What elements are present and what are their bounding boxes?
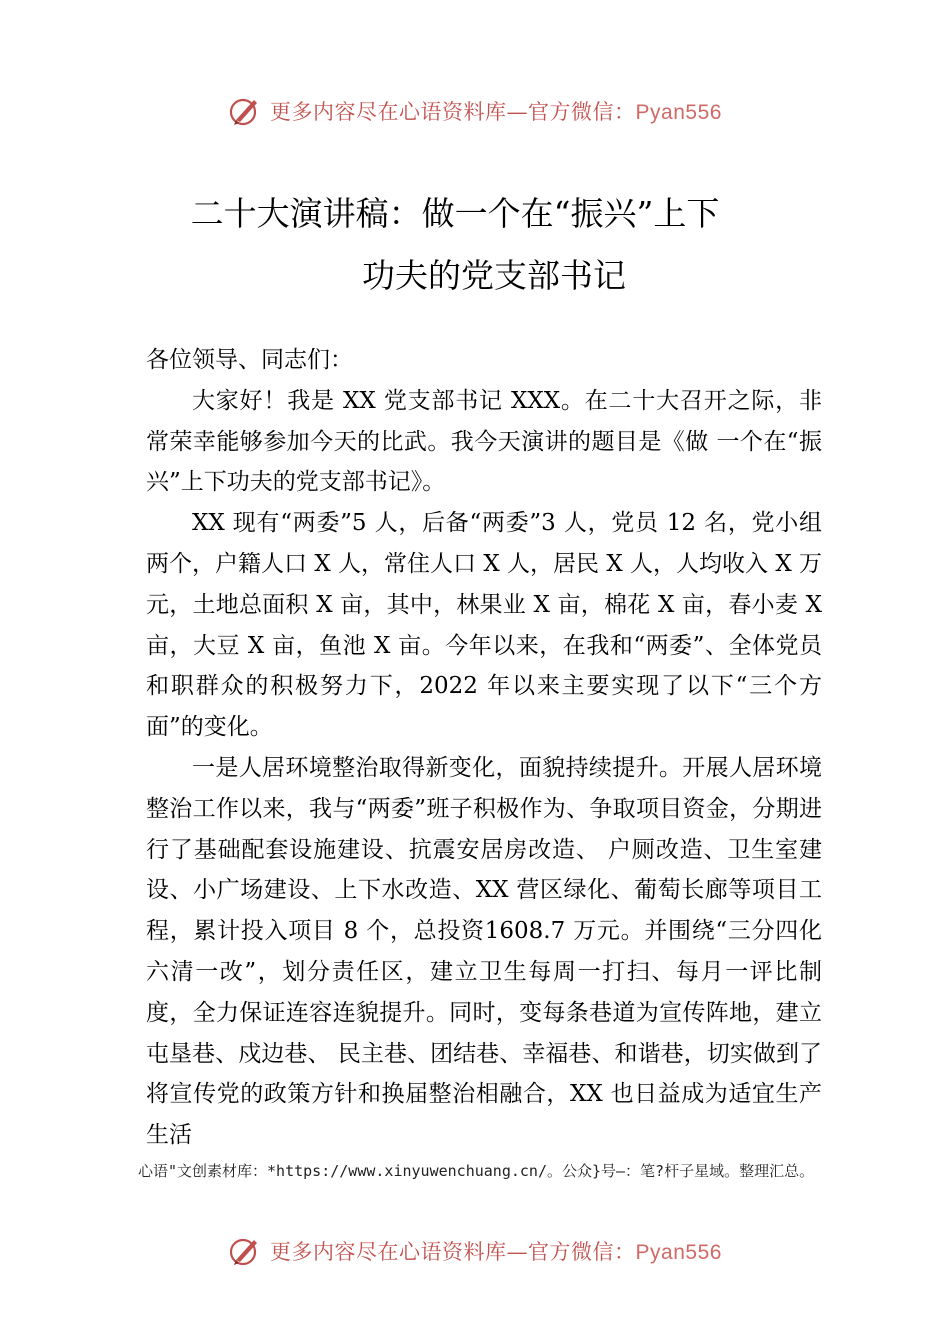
salutation: 各位领导、同志们： [146, 347, 353, 373]
document-title-line-2: 功夫的党支部书记 [362, 256, 626, 295]
paragraph: XX 现有“两委”5 人，后备“两委”3 人，党员 12 名，党小组两个，户籍人口 X 人，常住人口 X 人，居民 X 人，人均收入 X 万元，土地总面积 X 亩，其中，林果业 X 亩，棉花 X 亩，春小麦 X 亩，大豆 X 亩，鱼池 X 亩。今年以来，在我和“两委”、全体党员和职群众的积极努力下，2022 年以来主要实现了以下“三个方面”的变化。 [146, 510, 822, 741]
banner-text: 更多内容尽在心语资料库—官方微信：Pyan556 [270, 100, 722, 124]
wechat-id: Pyan556 [635, 101, 722, 124]
paragraph: 一是人居环境整治取得新变化，面貌持续提升。开展人居环境整治工作以来，我与“两委”班子积极作为、争取项目资金，分期进行了基础配套设施建设、抗震安居房改造、 户厕改造、卫生室建设、小广场建设、上下水改造、XX 营区绿化、葡萄长廊等项目工程，累计投入项目 8 个，总投资1608.7 万元。并围绕“三分四化六清一改”，划分责任区，建立卫生每周一打扫、每月一评比制度，全力保证连容连貌提升。同时，变每条巷道为宣传阵地，建立屯垦巷、戍边巷、 民主巷、团结巷、幸福巷、和谐巷，切实做到了将宣传党的政策方针和换届整治相融合，XX 也日益成为适宜生产生活 [146, 754, 822, 1149]
source-footnote: 心语"文创素材库：*https://www.xinyuwenchuang.cn/。公众}号—：笔?杆子星域。整理汇总。 [138, 1162, 815, 1180]
banner-text: 更多内容尽在心语资料库—官方微信：Pyan556 [270, 1240, 722, 1264]
footer-banner [0, 1234, 950, 1268]
quill-logo-icon [228, 94, 262, 128]
paragraph: 大家好！我是 XX 党支部书记 XXX。在二十大召开之际，非常荣幸能够参加今天的比武。我今天演讲的题目是《做 一个在“振兴”上下功夫的党支部书记》。 [146, 387, 822, 496]
document-title-line-1: 二十大演讲稿：做一个在“振兴”上下 [190, 194, 720, 233]
wechat-id: Pyan556 [635, 1241, 722, 1264]
quill-logo-icon [228, 1234, 262, 1268]
document-body [146, 340, 822, 1156]
header-banner [0, 94, 950, 128]
